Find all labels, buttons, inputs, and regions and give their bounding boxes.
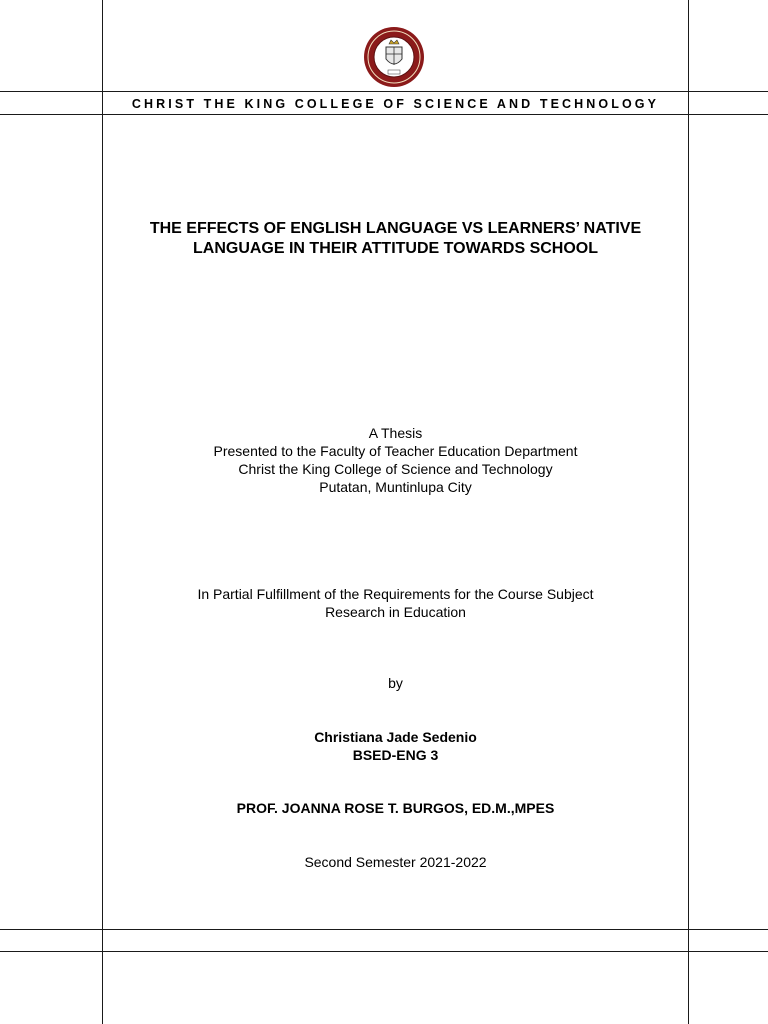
header-bottom-line <box>0 114 768 115</box>
college-line: Christ the King College of Science and Technology <box>238 461 553 477</box>
fulfillment-line-1: In Partial Fulfillment of the Requirements for the Course Subject <box>197 586 594 602</box>
author-name: Christiana Jade Sedenio <box>314 729 477 745</box>
faculty-line: Presented to the Faculty of Teacher Education Department <box>213 443 578 459</box>
fulfillment-line-2: Research in Education <box>325 604 466 620</box>
fulfillment-block <box>102 585 689 621</box>
adviser-name: PROF. JOANNA ROSE T. BURGOS, ED.M.,MPES <box>236 800 555 816</box>
footer-bottom-line <box>0 951 768 952</box>
college-seal-icon <box>362 25 426 89</box>
semester-text: Second Semester 2021-2022 <box>304 854 487 870</box>
header-top-line <box>0 91 768 92</box>
thesis-title <box>102 219 689 259</box>
thesis-title-line-2: LANGUAGE IN THEIR ATTITUDE TOWARDS SCHOOL <box>192 240 599 257</box>
thesis-title-line-1: THE EFFECTS OF ENGLISH LANGUAGE VS LEARNERS’ NATIVE <box>149 220 642 237</box>
by-label: by <box>388 675 403 691</box>
thesis-presentation-block <box>102 424 689 496</box>
author-block <box>102 728 689 764</box>
college-name-header: CHRIST THE KING COLLEGE OF SCIENCE AND TECHNOLOGY <box>131 97 660 111</box>
location-line: Putatan, Muntinlupa City <box>319 479 472 495</box>
author-program: BSED-ENG 3 <box>352 747 439 763</box>
footer-top-line <box>0 929 768 930</box>
thesis-label: A Thesis <box>368 425 423 441</box>
